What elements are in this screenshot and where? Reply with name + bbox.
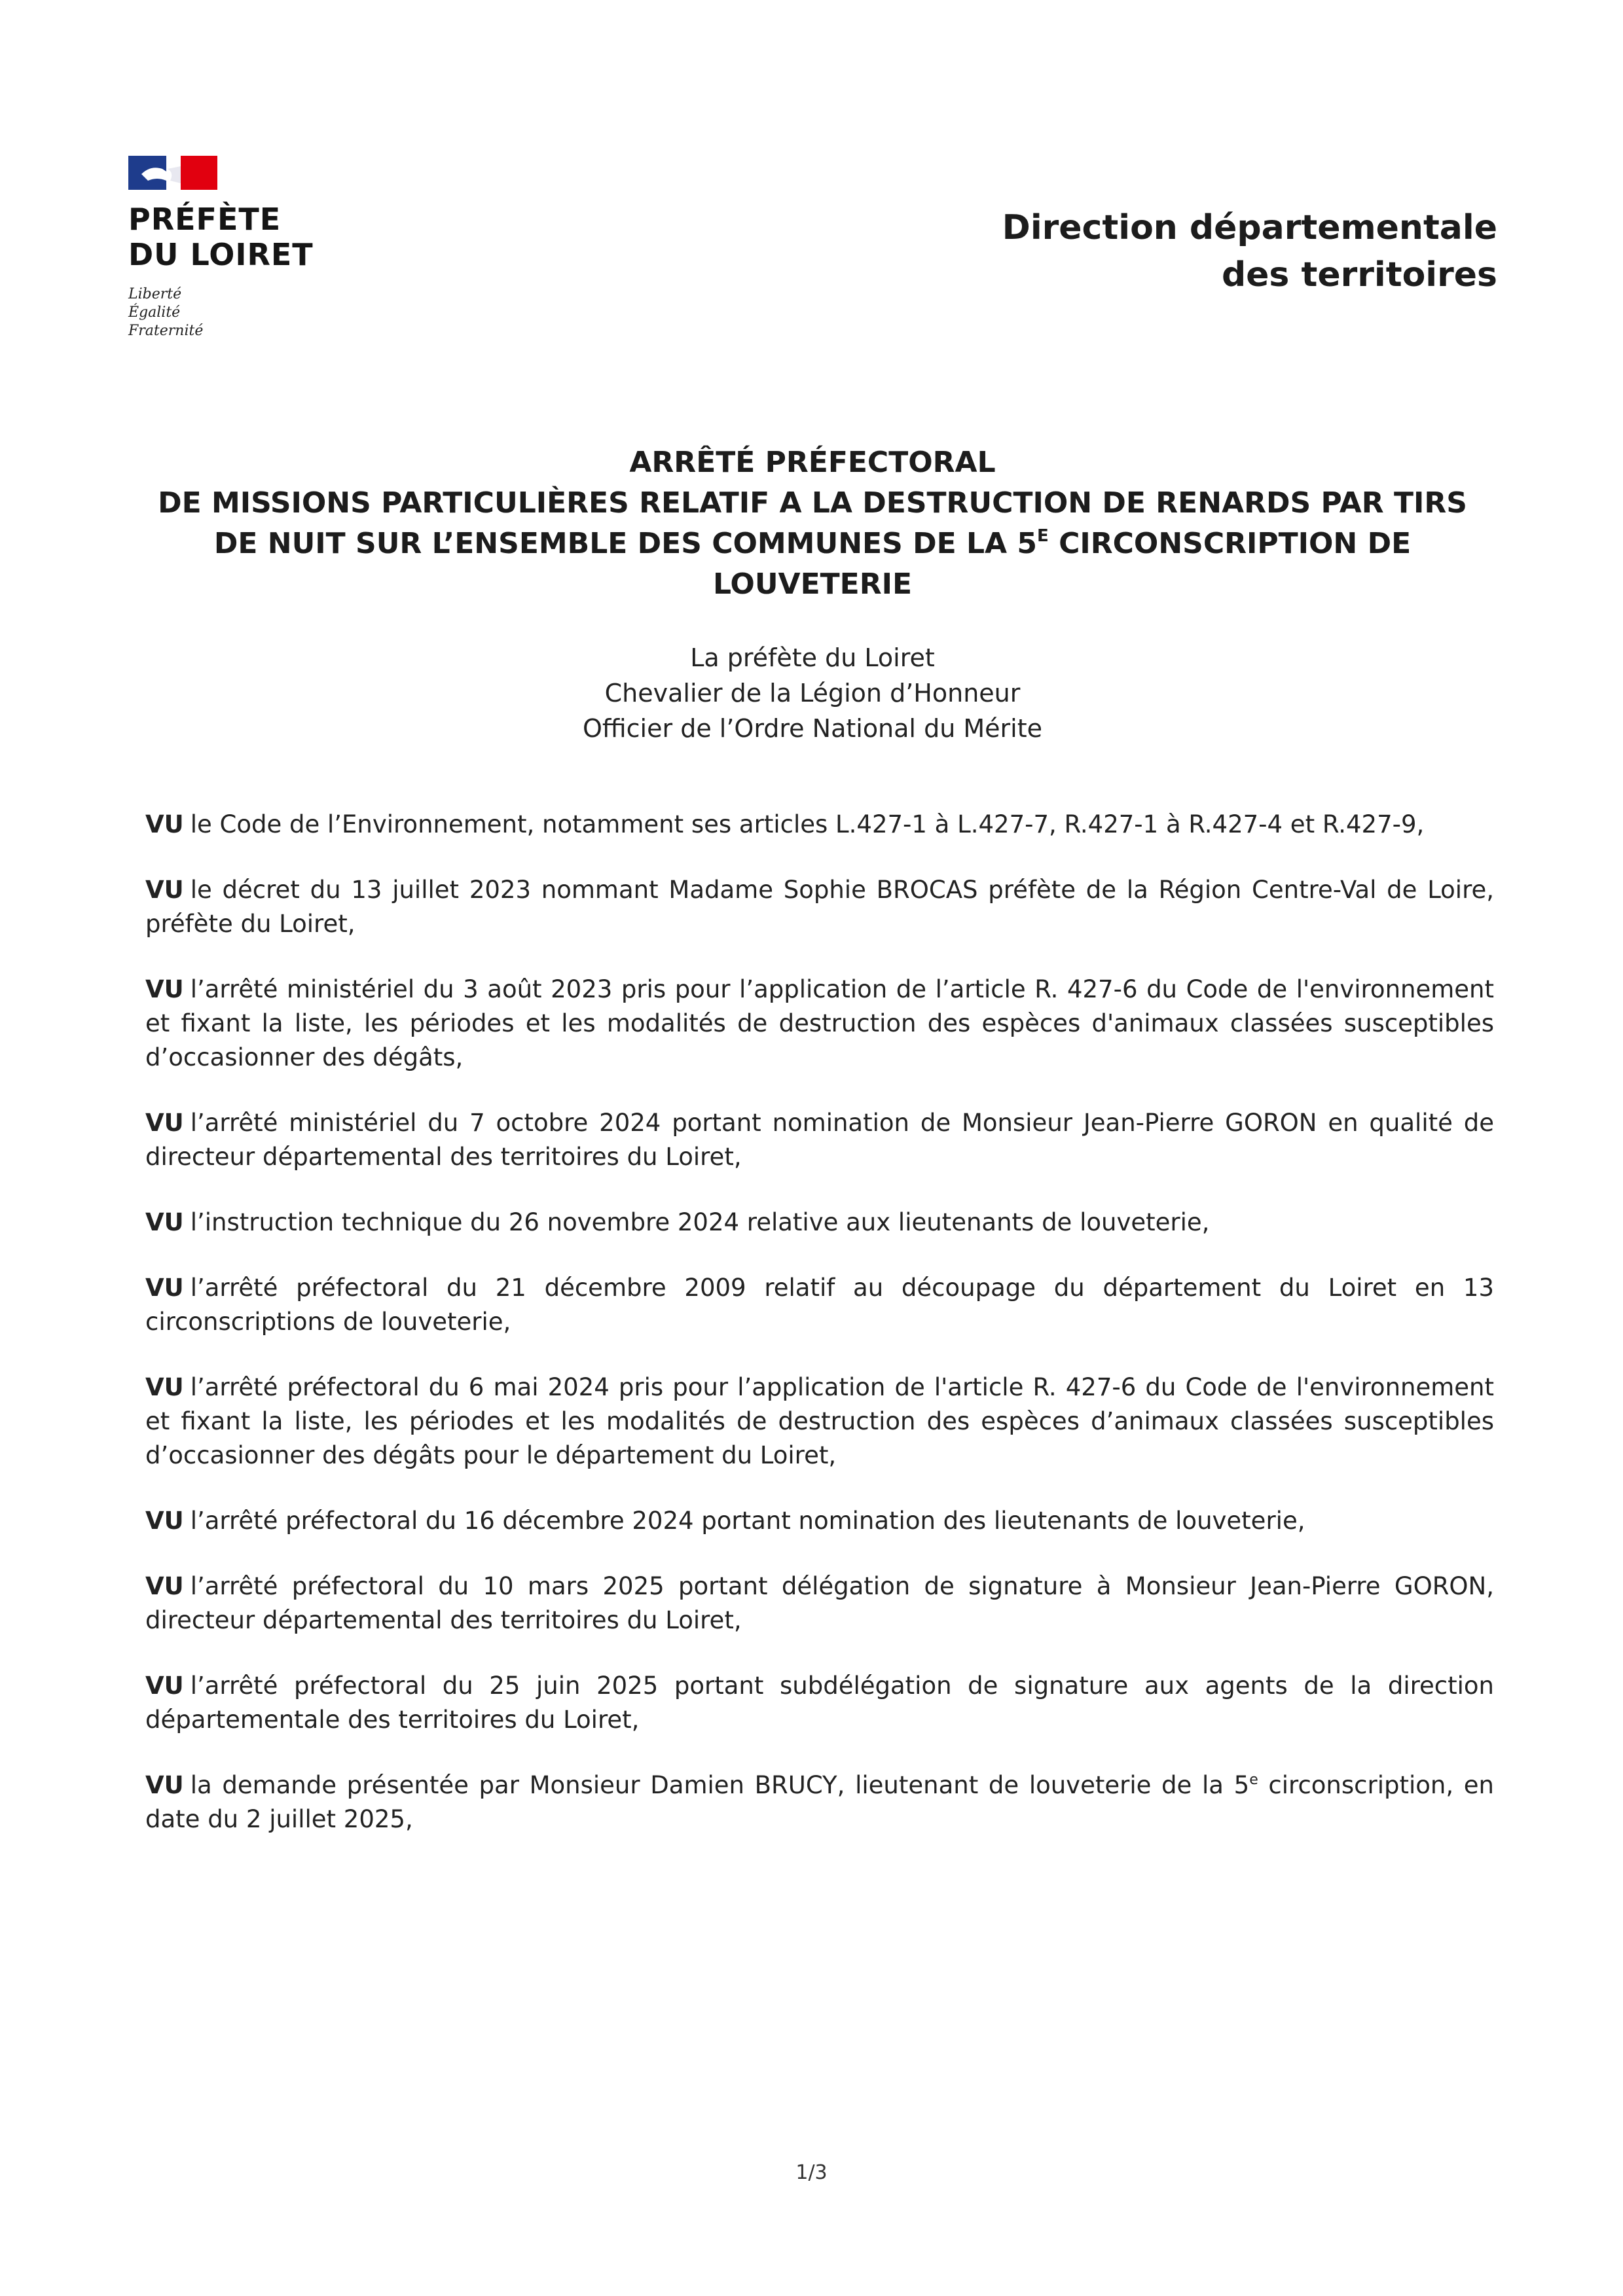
consideration-text: le Code de l’Environnement, notamment ses articles L.427-1 à L.427-7, R.427-1 à R.427-4 et R.427-9, bbox=[190, 810, 1425, 838]
consideration-item bbox=[145, 1271, 1494, 1339]
consideration-item bbox=[145, 1669, 1494, 1737]
consideration-item bbox=[145, 1371, 1494, 1473]
service-name-line: Direction départementale bbox=[1002, 208, 1497, 247]
vu-keyword: VU bbox=[145, 810, 184, 838]
vu-keyword: VU bbox=[145, 1274, 184, 1302]
vu-keyword: VU bbox=[145, 975, 184, 1003]
consideration-item bbox=[145, 973, 1494, 1075]
vu-keyword: VU bbox=[145, 1208, 184, 1236]
consideration-text: le décret du 13 juillet 2023 nommant Madame Sophie BROCAS préfète de la Région Centre-Val de Loire, préfète du Loiret, bbox=[145, 876, 1494, 938]
title-text: CIRCONSCRIPTION DE bbox=[1048, 527, 1412, 560]
consideration-text: la demande présentée par Monsieur Damien BRUCY, lieutenant de louveterie de la 5 bbox=[190, 1771, 1250, 1799]
prefecture-logo bbox=[128, 154, 364, 340]
consideration-text: l’arrêté préfectoral du 10 mars 2025 portant délégation de signature à Monsieur Jean-Pierre GORON, directeur départemental des territoires du Loiret, bbox=[145, 1572, 1494, 1634]
vu-keyword: VU bbox=[145, 1373, 184, 1401]
vu-keyword: VU bbox=[145, 1572, 184, 1600]
consideration-text: l’instruction technique du 26 novembre 2024 relative aux lieutenants de louveterie, bbox=[190, 1208, 1210, 1236]
consideration-item bbox=[145, 1768, 1494, 1837]
service-name bbox=[1002, 204, 1497, 298]
consideration-text: l’arrêté ministériel du 7 octobre 2024 portant nomination de Monsieur Jean-Pierre GORON en qualité de directeur départemental des territoires du Loiret, bbox=[145, 1109, 1494, 1171]
authority-line: Chevalier de la Légion d’Honneur bbox=[604, 679, 1021, 708]
vu-keyword: VU bbox=[145, 876, 184, 904]
title-line bbox=[128, 524, 1497, 564]
marianne-flag-icon bbox=[128, 154, 217, 191]
vu-keyword: VU bbox=[145, 1771, 184, 1799]
vu-keyword: VU bbox=[145, 1507, 184, 1535]
consideration-item bbox=[145, 1570, 1494, 1638]
vu-keyword: VU bbox=[145, 1672, 184, 1700]
prefecture-name bbox=[128, 202, 364, 272]
consideration-item bbox=[145, 1206, 1494, 1240]
consideration-text: circonscription, en date du 2 juillet 2025, bbox=[145, 1771, 1495, 1833]
consideration-item bbox=[145, 873, 1494, 941]
page-number: 1/3 bbox=[795, 2161, 828, 2184]
motto-fraternite: Fraternité bbox=[128, 323, 204, 339]
consideration-item bbox=[145, 808, 1494, 842]
title-line: DE MISSIONS PARTICULIÈRES RELATIF A LA DESTRUCTION DE RENARDS PAR TIRS bbox=[158, 486, 1467, 520]
consideration-item bbox=[145, 1504, 1494, 1538]
consideration-superscript: e bbox=[1249, 1772, 1258, 1788]
title-line: LOUVETERIE bbox=[712, 567, 913, 601]
consideration-text: l’arrêté préfectoral du 25 juin 2025 portant subdélégation de signature aux agents de la direction départementale des territoires du Loiret, bbox=[145, 1672, 1494, 1734]
authority-line: La préfète du Loiret bbox=[690, 643, 935, 672]
motto-liberte: Liberté bbox=[128, 286, 182, 302]
authority-line: Officier de l’Ordre National du Mérite bbox=[583, 714, 1042, 743]
consideration-text: l’arrêté préfectoral du 16 décembre 2024 portant nomination des lieutenants de louveterie, bbox=[190, 1507, 1305, 1535]
considerations-list bbox=[145, 808, 1494, 1868]
consideration-text: l’arrêté préfectoral du 21 décembre 2009 relatif au découpage du département du Loiret en 13 circonscriptions de louveterie, bbox=[145, 1274, 1494, 1336]
service-name-line: des territoires bbox=[1221, 255, 1497, 295]
consideration-text: l’arrêté préfectoral du 6 mai 2024 pris pour l’application de l'article R. 427-6 du Code de l'environnement et fixant la liste, les périodes et les modalités de destruction des espèces d’animaux classées susceptibles d’occasionner des dégâts pour le département du Loiret, bbox=[145, 1373, 1494, 1469]
motto-egalite: Égalité bbox=[128, 304, 181, 321]
title-line: ARRÊTÉ PRÉFECTORAL bbox=[629, 446, 996, 479]
title-text: DE NUIT SUR L’ENSEMBLE DES COMMUNES DE LA 5 bbox=[213, 527, 1038, 560]
decree-title bbox=[128, 442, 1497, 605]
title-superscript: E bbox=[1037, 526, 1049, 546]
republic-motto bbox=[128, 285, 364, 340]
consideration-text: l’arrêté ministériel du 3 août 2023 pris pour l’application de l’article R. 427-6 du Code de l'environnement et fixant la liste, les périodes et les modalités de destruction des espèces d'animaux classées susceptibles d’occasionner des dégâts, bbox=[145, 975, 1494, 1071]
authority-block bbox=[128, 640, 1497, 746]
consideration-item bbox=[145, 1106, 1494, 1174]
prefecture-name-line: DU LOIRET bbox=[128, 237, 314, 272]
prefecture-name-line: PRÉFÈTE bbox=[128, 202, 282, 237]
vu-keyword: VU bbox=[145, 1109, 184, 1137]
